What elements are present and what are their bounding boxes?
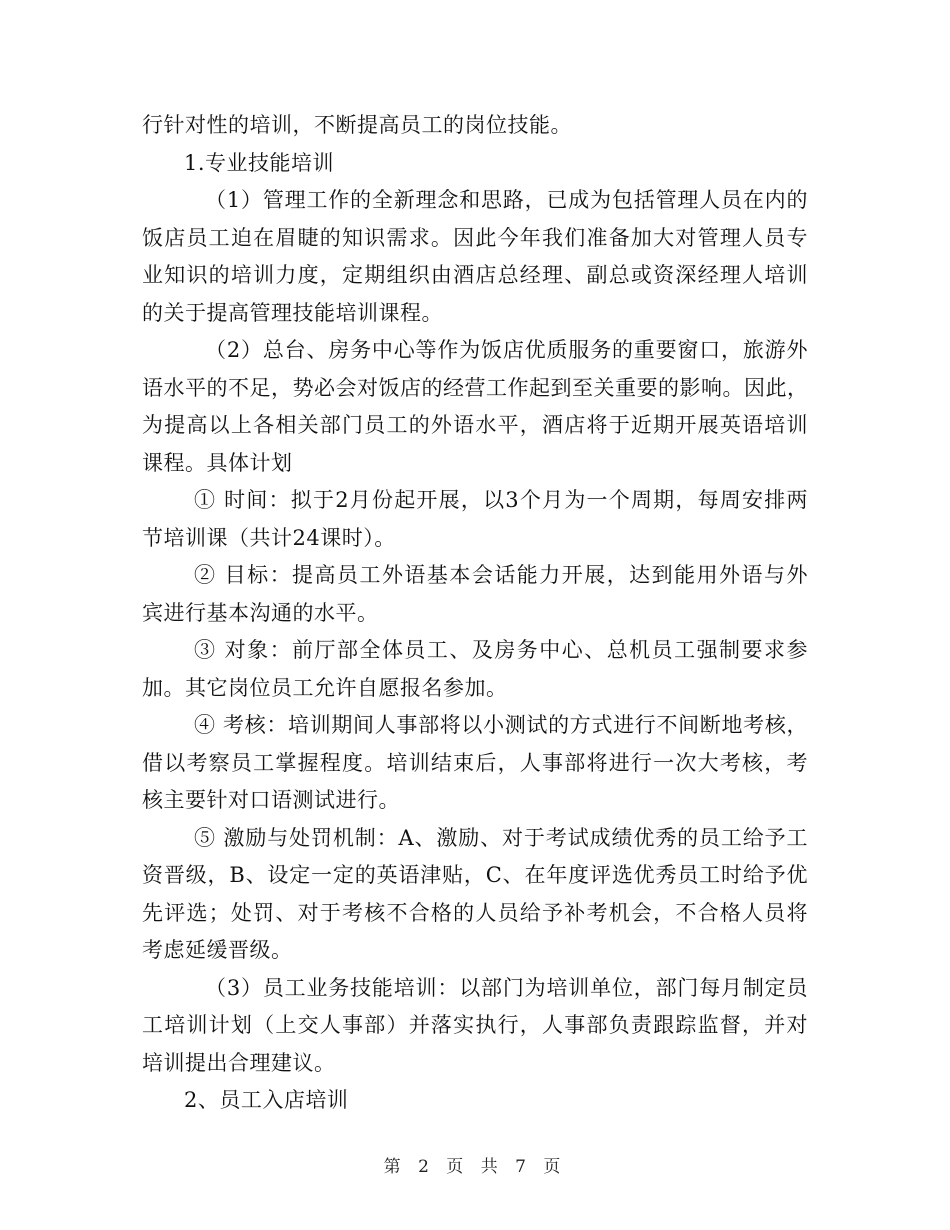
paragraph-line: 语水平的不足，势必会对饭店的经营工作起到至关重要的影响。因此， [142,375,809,400]
list-item-line: 考虑延缓晋级。 [142,938,293,962]
page-number-footer: 第 2 页 共 7 页 [383,1157,567,1177]
paragraph-line: 行针对性的培训，不断提高员工的岗位技能。 [142,113,572,137]
paragraph-line: 饭店员工迫在眉睫的知识需求。因此今年我们准备加大对管理人员专 [142,225,808,250]
paragraph-line: （1）管理工作的全新理念和思路，已成为包括管理人员在内的 [205,188,808,212]
paragraph-line: 课程。具体计划 [142,450,293,475]
paragraph-line: 工培训计划（上交人事部）并落实执行，人事部负责跟踪监督，并对 [142,1013,808,1037]
list-item-line: 先评选；处罚、对于考核不合格的人员给予补考机会，不合格人员将 [142,900,808,925]
list-item-line: 节培训课（共计24课时）。 [142,525,396,550]
document-body [142,107,808,1120]
section-heading: 2、员工入店培训 [184,1088,349,1112]
list-item-line: ④ 考核：培训期间人事部将以小测试的方式进行不间断地考核， [194,713,808,737]
list-item-line: ③ 对象：前厅部全体员工、及房务中心、总机员工强制要求参 [194,638,808,662]
list-item-line: 加。其它岗位员工允许自愿报名参加。 [142,675,508,700]
paragraph-line: 培训提出合理建议。 [142,1050,336,1075]
paragraph-line: （2）总台、房务中心等作为饭店优质服务的重要窗口，旅游外 [205,338,808,362]
list-item-line: ② 目标：提高员工外语基本会话能力开展，达到能用外语与外 [194,563,808,587]
list-item-line: 资晋级，B、设定一定的英语津贴，C、在年度评选优秀员工时给予优 [142,863,808,887]
list-item-line: ⑤ 激励与处罚机制：A、激励、对于考试成绩优秀的员工给予工 [194,825,808,850]
paragraph-line: 的关于提高管理技能培训课程。 [142,300,443,325]
paragraph-line: 业知识的培训力度，定期组织由酒店总经理、副总或资深经理人培训 [142,263,808,287]
paragraph-line: 为提高以上各相关部门员工的外语水平，酒店将于近期开展英语培训 [142,413,808,437]
list-item-line: 核主要针对口语测试进行。 [142,788,400,812]
list-item-line: 宾进行基本沟通的水平。 [142,600,379,625]
list-item-line: ① 时间：拟于2月份起开展，以3个月为一个周期，每周安排两 [194,488,808,512]
list-item-line: 借以考察员工掌握程度。培训结束后，人事部将进行一次大考核，考 [142,750,808,775]
paragraph-line: （3）员工业务技能培训：以部门为培训单位，部门每月制定员 [205,975,808,1000]
section-heading: 1.专业技能培训 [184,150,335,175]
